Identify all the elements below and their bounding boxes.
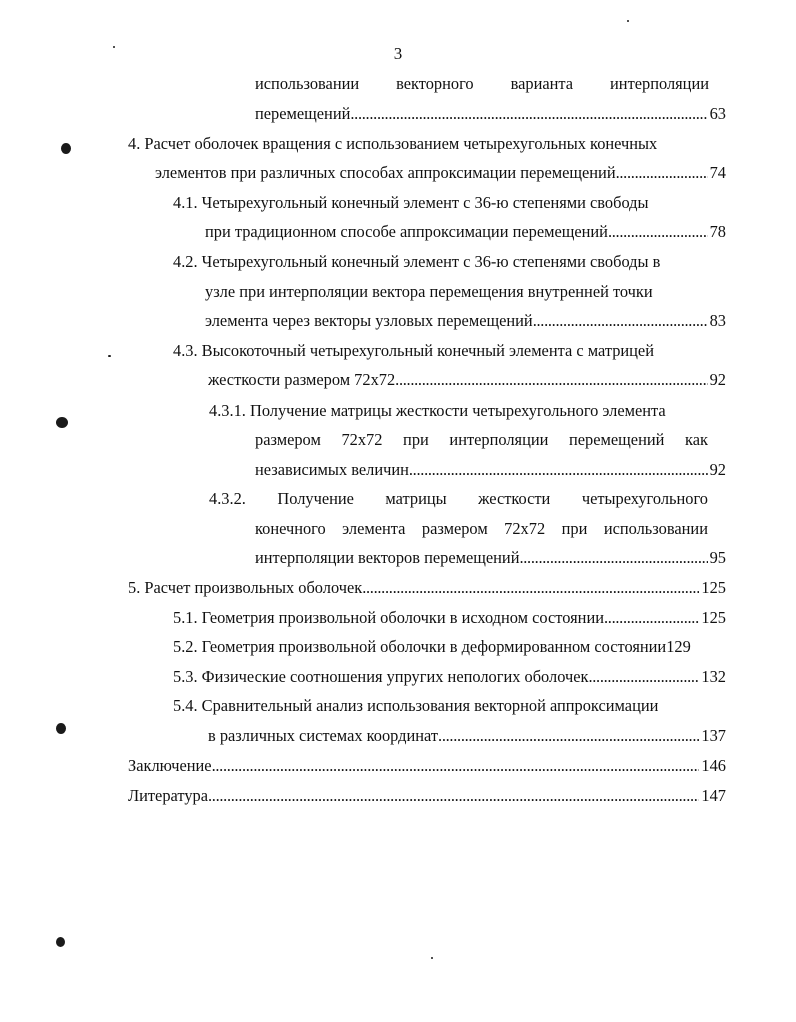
entry-page: 146: [701, 756, 726, 775]
entry-page: 125: [701, 608, 726, 627]
toc-entry-3-3-tail[interactable]: [255, 102, 726, 126]
toc-section-5-4[interactable]: 5.4. Сравнительный анализ использования векторной аппроксимации: [173, 696, 659, 715]
word: векторного: [396, 74, 474, 93]
word: 4.3.2.: [209, 489, 246, 508]
toc-section-5-1[interactable]: [173, 606, 726, 630]
word: 72х72: [341, 430, 383, 449]
entry-text: Литература: [128, 786, 208, 805]
entry-text: в различных системах координат: [208, 726, 439, 745]
entry-page: 78: [709, 222, 726, 241]
word: конечного: [255, 519, 326, 538]
word: варианта: [510, 74, 574, 93]
word: при: [403, 430, 429, 449]
toc-section-4-3-tail[interactable]: [208, 368, 726, 392]
toc-subsection-4-3-1[interactable]: 4.3.1. Получение матрицы жесткости четырехугольного элемента: [209, 401, 666, 420]
scan-speck: [113, 46, 115, 48]
toc-subsection-4-3-1-cont: [255, 428, 708, 452]
word: размером: [255, 430, 321, 449]
dot-leader: [588, 665, 699, 689]
word: жесткости: [478, 489, 551, 508]
word: четырехугольного: [581, 489, 708, 508]
dot-leader: [362, 576, 699, 600]
entry-page: 125: [701, 578, 726, 597]
page-number: 3: [393, 44, 403, 63]
entry-page: 63: [709, 104, 726, 123]
dot-leader: [519, 546, 707, 570]
entry-page: 92: [709, 460, 726, 479]
toc-section-5-2[interactable]: 5.2. Геометрия произвольной оболочки в деформированном состоянии129: [173, 637, 691, 656]
dot-leader: [350, 102, 707, 126]
toc-section-5-3[interactable]: [173, 665, 726, 689]
word: размером: [421, 519, 488, 538]
entry-text: интерполяции векторов перемещений: [255, 548, 520, 567]
scan-speck: [108, 355, 111, 357]
toc-section-4-2-tail[interactable]: [205, 309, 726, 333]
entry-text: 5. Расчет произвольных оболочек: [128, 578, 363, 597]
word: 72х72: [504, 519, 546, 538]
dot-leader: [604, 606, 699, 630]
toc-chapter-5[interactable]: [128, 576, 726, 600]
entry-text: жесткости размером 72х72: [208, 370, 396, 389]
toc-section-5-4-tail[interactable]: [208, 724, 726, 748]
scan-mark: [61, 143, 71, 154]
entry-text: элемента через векторы узловых перемещений: [205, 311, 533, 330]
scan-mark: [56, 937, 65, 947]
toc-section-4-2[interactable]: 4.2. Четырехугольный конечный элемент с 36-ю степенями свободы в: [173, 252, 661, 271]
word: элемента: [342, 519, 406, 538]
entry-text: элементов при различных способах аппроксимации перемещений: [155, 163, 616, 182]
entry-text: при традиционном способе аппроксимации перемещений: [205, 222, 608, 241]
word: как: [685, 430, 708, 449]
entry-text: Заключение: [128, 756, 212, 775]
entry-page: 95: [709, 548, 726, 567]
toc-section-4-1-tail[interactable]: [205, 220, 726, 244]
dot-leader: [438, 724, 699, 748]
toc-entry-3-3-cont: [255, 72, 709, 96]
toc-section-4-1[interactable]: 4.1. Четырехугольный конечный элемент с 36-ю степенями свободы: [173, 193, 649, 212]
scan-speck: [431, 957, 433, 959]
toc-section-4-2-cont: узле при интерполяции вектора перемещения внутренней точки: [205, 282, 653, 301]
entry-text: 5.3. Физические соотношения упругих непологих оболочек: [173, 667, 589, 686]
word: интерполяции: [610, 74, 709, 93]
toc-subsection-4-3-2[interactable]: [209, 487, 708, 511]
entry-text: перемещений: [255, 104, 351, 123]
dot-leader: [409, 458, 708, 482]
dot-leader: [533, 309, 708, 333]
toc-subsection-4-3-2-tail[interactable]: [255, 546, 726, 570]
toc-chapter-4[interactable]: 4. Расчет оболочек вращения с использованием четырехугольных конечных: [128, 134, 658, 153]
toc-subsection-4-3-1-tail[interactable]: [255, 458, 726, 482]
entry-text: независимых величин: [255, 460, 409, 479]
dot-leader: [608, 220, 708, 244]
entry-page: 132: [701, 667, 726, 686]
entry-text: 5.1. Геометрия произвольной оболочки в исходном состоянии: [173, 608, 604, 627]
dot-leader: [395, 368, 707, 392]
toc-subsection-4-3-2-cont: [255, 517, 708, 541]
word: матрицы: [385, 489, 447, 508]
toc-section-4-3[interactable]: 4.3. Высокоточный четырехугольный конечный элемента с матрицей: [173, 341, 654, 360]
word: интерполяции: [449, 430, 549, 449]
word: использовании: [603, 519, 708, 538]
scan-speck: [627, 20, 629, 22]
entry-page: 92: [709, 370, 726, 389]
word: использовании: [255, 74, 360, 93]
dot-leader: [616, 161, 708, 185]
word: перемещений: [569, 430, 665, 449]
entry-page: 74: [709, 163, 726, 182]
scan-mark: [56, 417, 68, 428]
toc-conclusion[interactable]: [128, 754, 726, 778]
scan-mark: [56, 723, 66, 734]
toc-chapter-4-tail[interactable]: [155, 161, 726, 185]
entry-page: 147: [701, 786, 726, 805]
entry-page: 137: [701, 726, 726, 745]
entry-page: 83: [709, 311, 726, 330]
toc-literature[interactable]: [128, 784, 726, 808]
dot-leader: [212, 754, 700, 778]
word: при: [561, 519, 588, 538]
dot-leader: [208, 784, 699, 808]
word: Получение: [277, 489, 354, 508]
